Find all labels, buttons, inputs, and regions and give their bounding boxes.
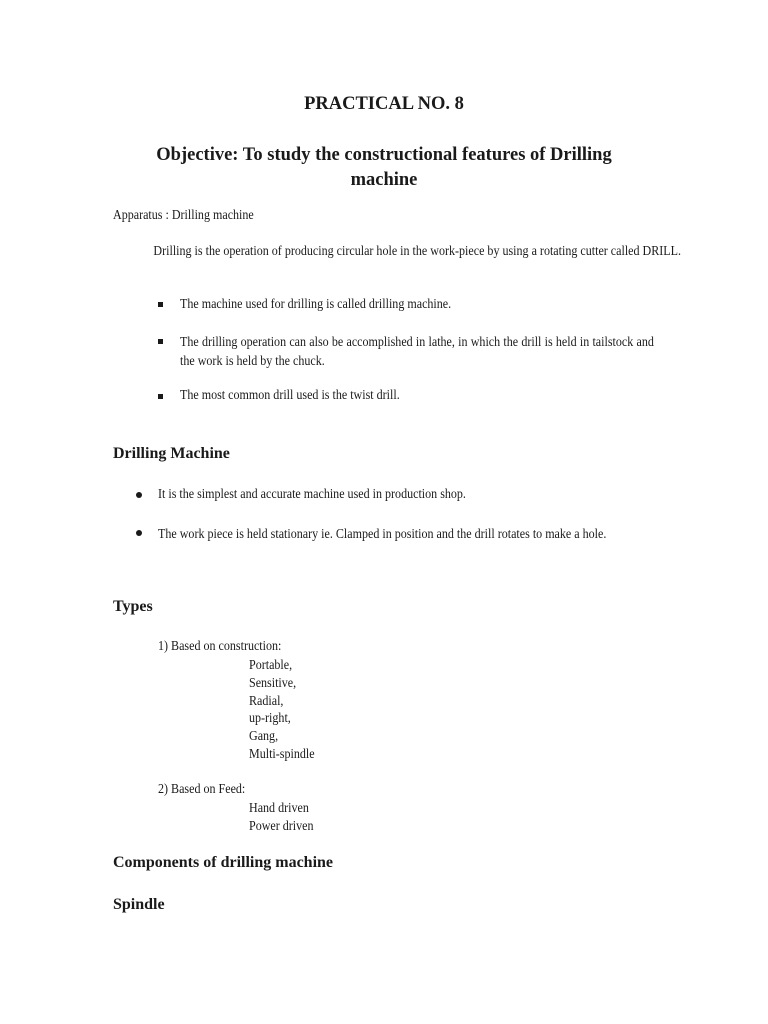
- objective-line-1: Objective: To study the constructional features of Drilling: [156, 145, 612, 165]
- list-item-text: The work piece is held stationary ie. Clamped in position and the drill rotates to make a hole.: [158, 527, 607, 542]
- drilling-machine-heading: Drilling Machine: [113, 445, 230, 462]
- list-item-text: The drilling operation can also be accomplished in lathe, in which the drill is held in tailstock and the work is held by the chuck.: [180, 335, 654, 369]
- spindle-heading: Spindle: [113, 896, 165, 913]
- apparatus-line: Apparatus : Drilling machine: [113, 208, 254, 223]
- list-item: Radial,: [249, 693, 284, 709]
- list-item: Hand driven: [249, 801, 309, 816]
- construction-label: 1) Based on construction:: [158, 639, 282, 654]
- list-item: Portable,: [249, 658, 293, 673]
- construction-types-list: [249, 657, 315, 764]
- list-item: up-right,: [249, 711, 291, 727]
- feed-label: 2) Based on Feed:: [158, 782, 246, 797]
- list-item-text: The machine used for drilling is called drilling machine.: [180, 297, 452, 312]
- square-bullet-icon: [158, 302, 163, 307]
- list-item-text-wrapper: [180, 333, 654, 371]
- components-heading: Components of drilling machine: [113, 854, 334, 871]
- dot-bullet-icon: [136, 492, 142, 498]
- list-item: Power driven: [249, 818, 314, 834]
- feed-types-list: [249, 800, 314, 836]
- list-item: Sensitive,: [249, 675, 297, 691]
- list-item-text: The most common drill used is the twist drill.: [180, 388, 400, 403]
- square-bullet-icon: [158, 394, 163, 399]
- dot-bullet-icon: [136, 530, 142, 536]
- types-heading: Types: [113, 598, 153, 615]
- list-item-text: It is the simplest and accurate machine used in production shop.: [158, 487, 466, 502]
- objective-line-2: machine: [350, 170, 418, 190]
- list-item: Multi-spindle: [249, 746, 315, 762]
- list-item: Gang,: [249, 729, 279, 745]
- intro-text: Drilling is the operation of producing circular hole in the work-piece by using a rotating cutter called DRILL.: [153, 244, 682, 259]
- objective-heading: [0, 143, 768, 193]
- square-bullet-icon: [158, 339, 163, 344]
- intro-paragraph: [113, 243, 743, 261]
- list-item-text-wrapper: [158, 525, 654, 544]
- page-title: PRACTICAL NO. 8: [304, 94, 464, 114]
